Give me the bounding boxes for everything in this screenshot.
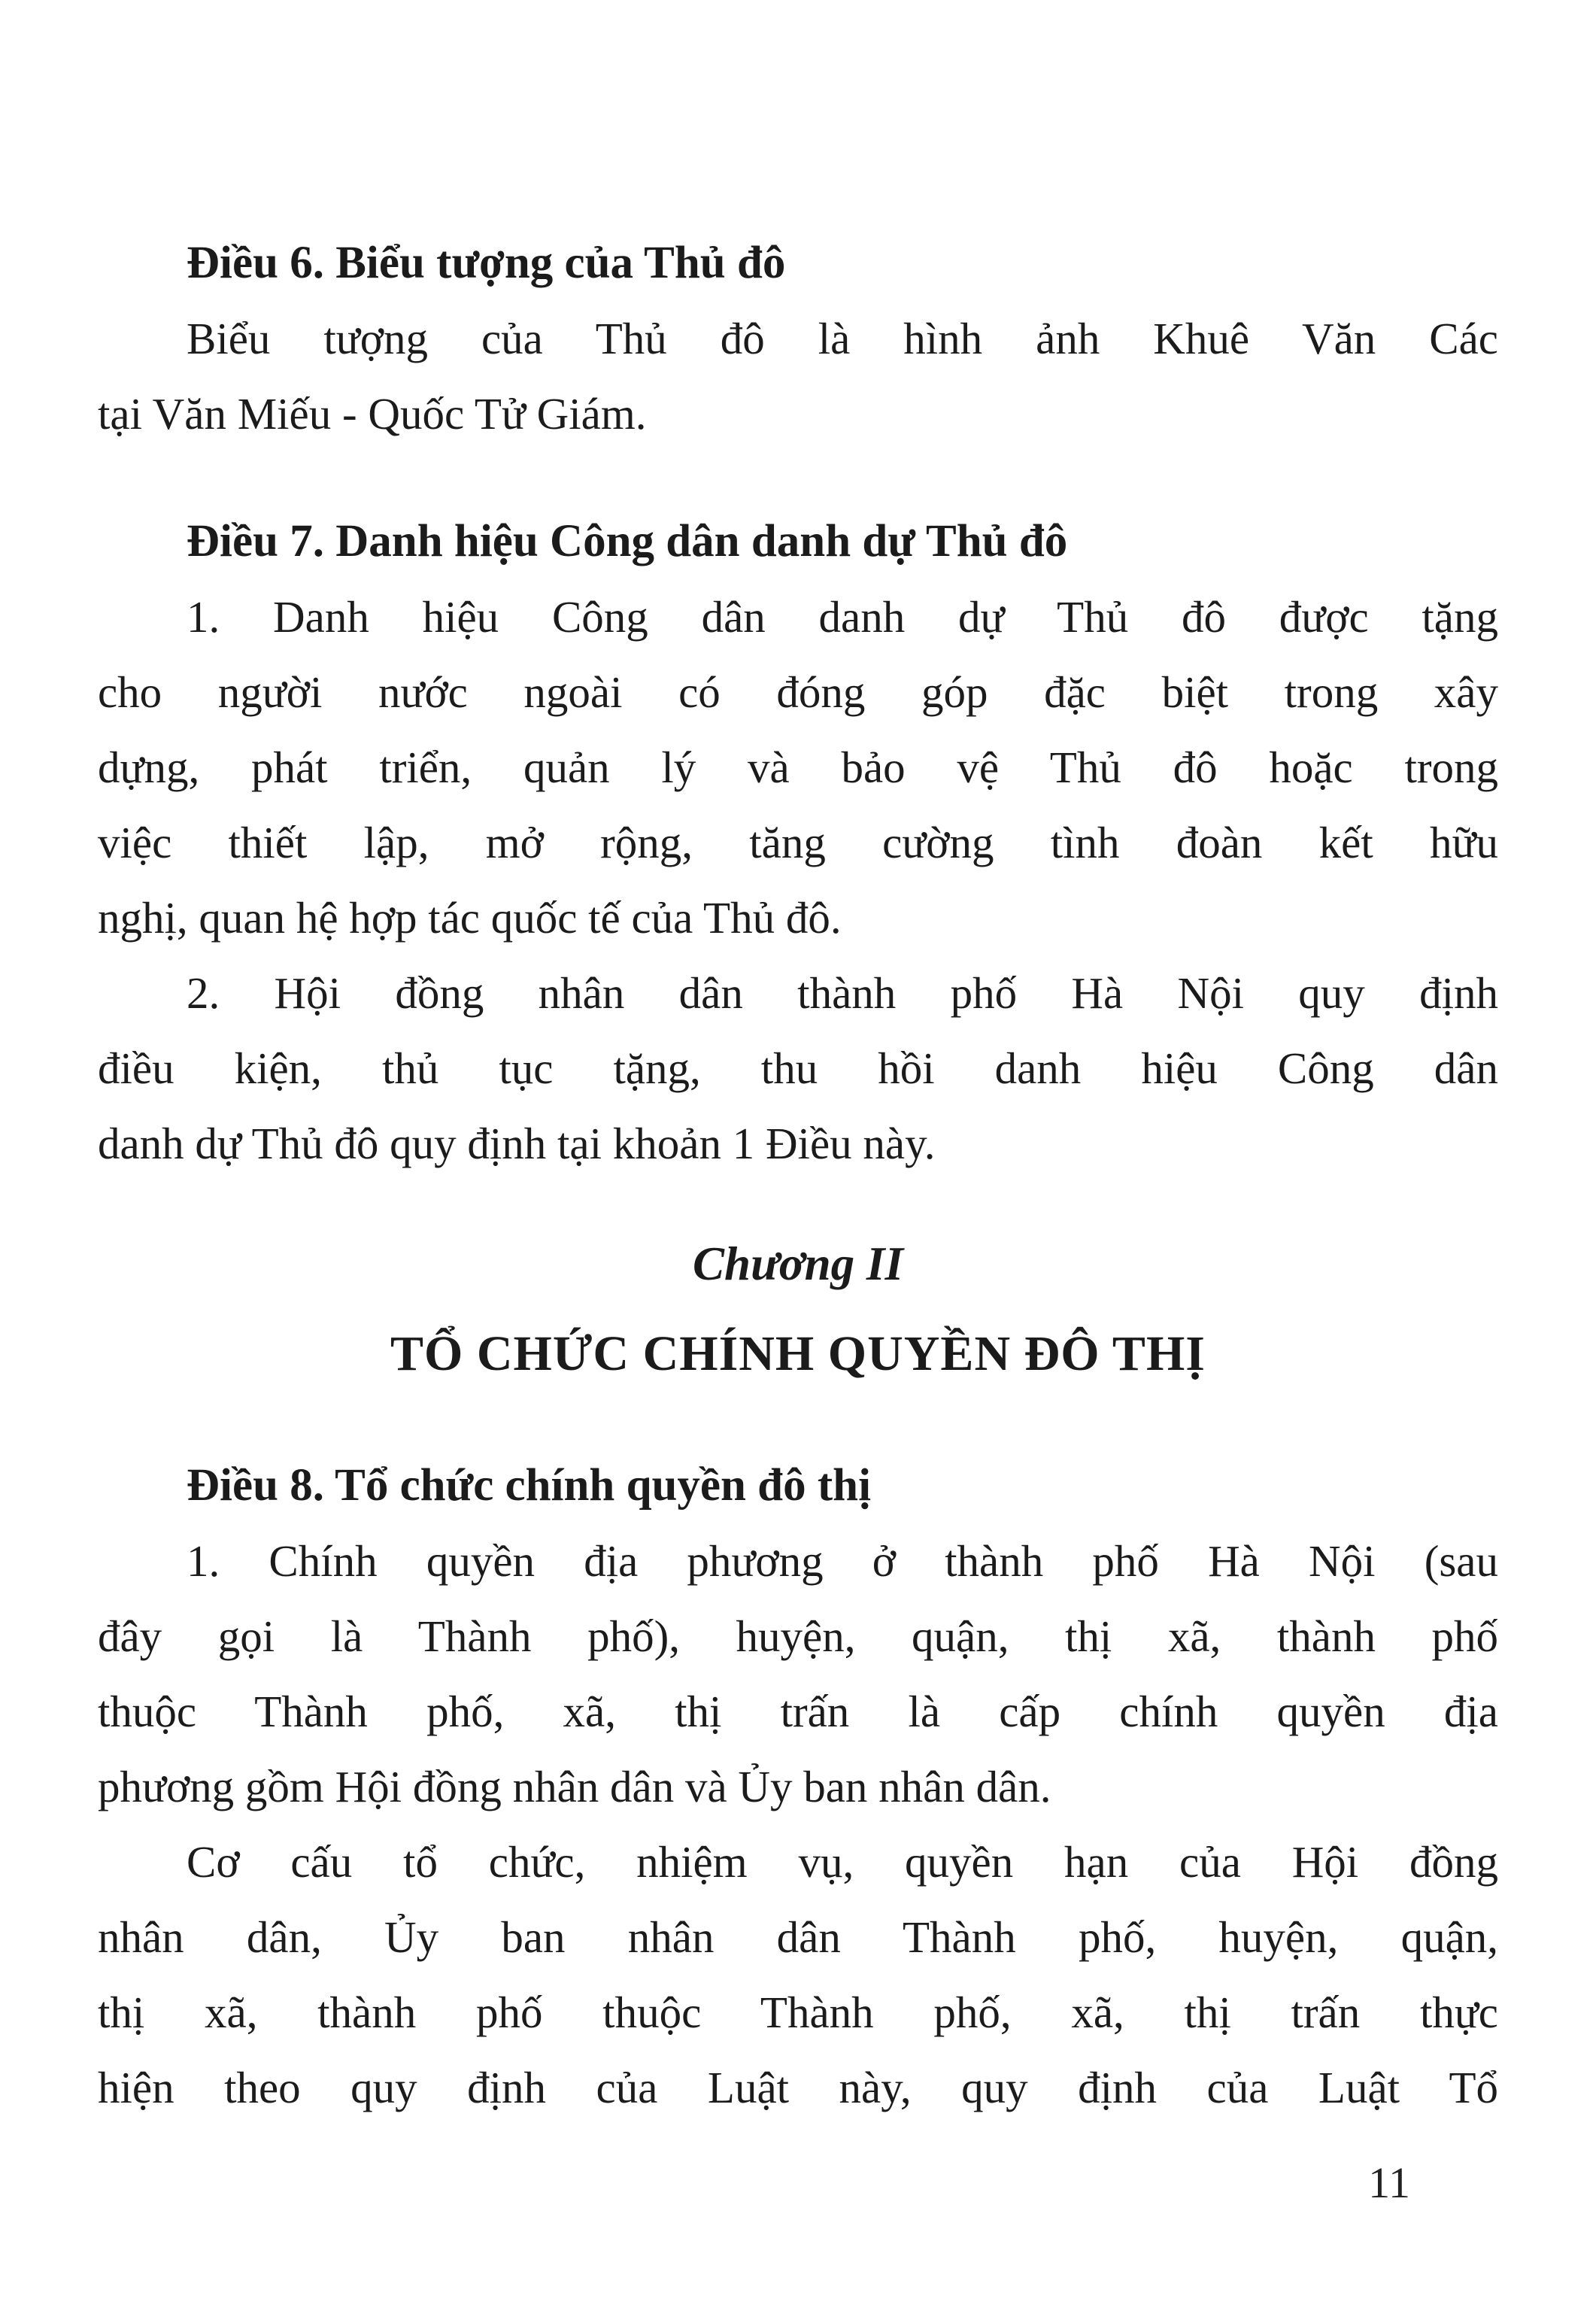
text-line: 2. Hội đồng nhân dân thành phố Hà Nội quy định: [187, 968, 1498, 1018]
text-line: đây gọi là Thành phố), huyện, quận, thị xã, thành phố: [98, 1611, 1498, 1661]
article-heading: Điều 8. Tổ chức chính quyền đô thị: [187, 1460, 872, 1511]
text-line: nghị, quan hệ hợp tác quốc tế của Thủ đô.: [98, 893, 842, 943]
article-heading: Điều 6. Biểu tượng của Thủ đô: [187, 238, 786, 288]
paragraph: [98, 1824, 1498, 2125]
paragraph: [98, 579, 1498, 955]
text-line: Cơ cấu tổ chức, nhiệm vụ, quyền hạn của Hội đồng: [187, 1837, 1498, 1887]
chapter-number: Chương II: [693, 1237, 903, 1290]
article-heading: Điều 7. Danh hiệu Công dân danh dự Thủ đô: [187, 516, 1068, 566]
text-line: Biểu tượng của Thủ đô là hình ảnh Khuê Văn Các: [187, 314, 1498, 363]
text-line: cho người nước ngoài có đóng góp đặc biệt trong xây: [98, 667, 1498, 717]
text-line: danh dự Thủ đô quy định tại khoản 1 Điều này.: [98, 1119, 936, 1168]
text-line: hiện theo quy định của Luật này, quy định của Luật Tổ: [98, 2063, 1498, 2112]
paragraph: [98, 301, 1498, 451]
text-line: phương gồm Hội đồng nhân dân và Ủy ban nhân dân.: [98, 1762, 1051, 1811]
text-line: tại Văn Miếu - Quốc Tử Giám.: [98, 389, 647, 439]
page-number: 11: [1368, 2158, 1410, 2207]
paragraph: [98, 955, 1498, 1181]
chapter-title: TỔ CHỨC CHÍNH QUYỀN ĐÔ THỊ: [390, 1326, 1206, 1381]
law-text: [98, 226, 1498, 2125]
text-line: dựng, phát triển, quản lý và bảo vệ Thủ đô hoặc trong: [98, 742, 1498, 792]
text-line: 1. Chính quyền địa phương ở thành phố Hà Nội (sau: [187, 1536, 1498, 1586]
text-line: thị xã, thành phố thuộc Thành phố, xã, thị trấn thực: [98, 1987, 1498, 2037]
text-line: 1. Danh hiệu Công dân danh dự Thủ đô được tặng: [187, 592, 1498, 642]
text-line: nhân dân, Ủy ban nhân dân Thành phố, huyện, quận,: [98, 1912, 1498, 1962]
paragraph: [98, 1523, 1498, 1824]
text-line: việc thiết lập, mở rộng, tăng cường tình đoàn kết hữu: [98, 818, 1498, 867]
text-line: thuộc Thành phố, xã, thị trấn là cấp chính quyền địa: [98, 1687, 1498, 1736]
text-line: điều kiện, thủ tục tặng, thu hồi danh hiệu Công dân: [98, 1043, 1498, 1093]
